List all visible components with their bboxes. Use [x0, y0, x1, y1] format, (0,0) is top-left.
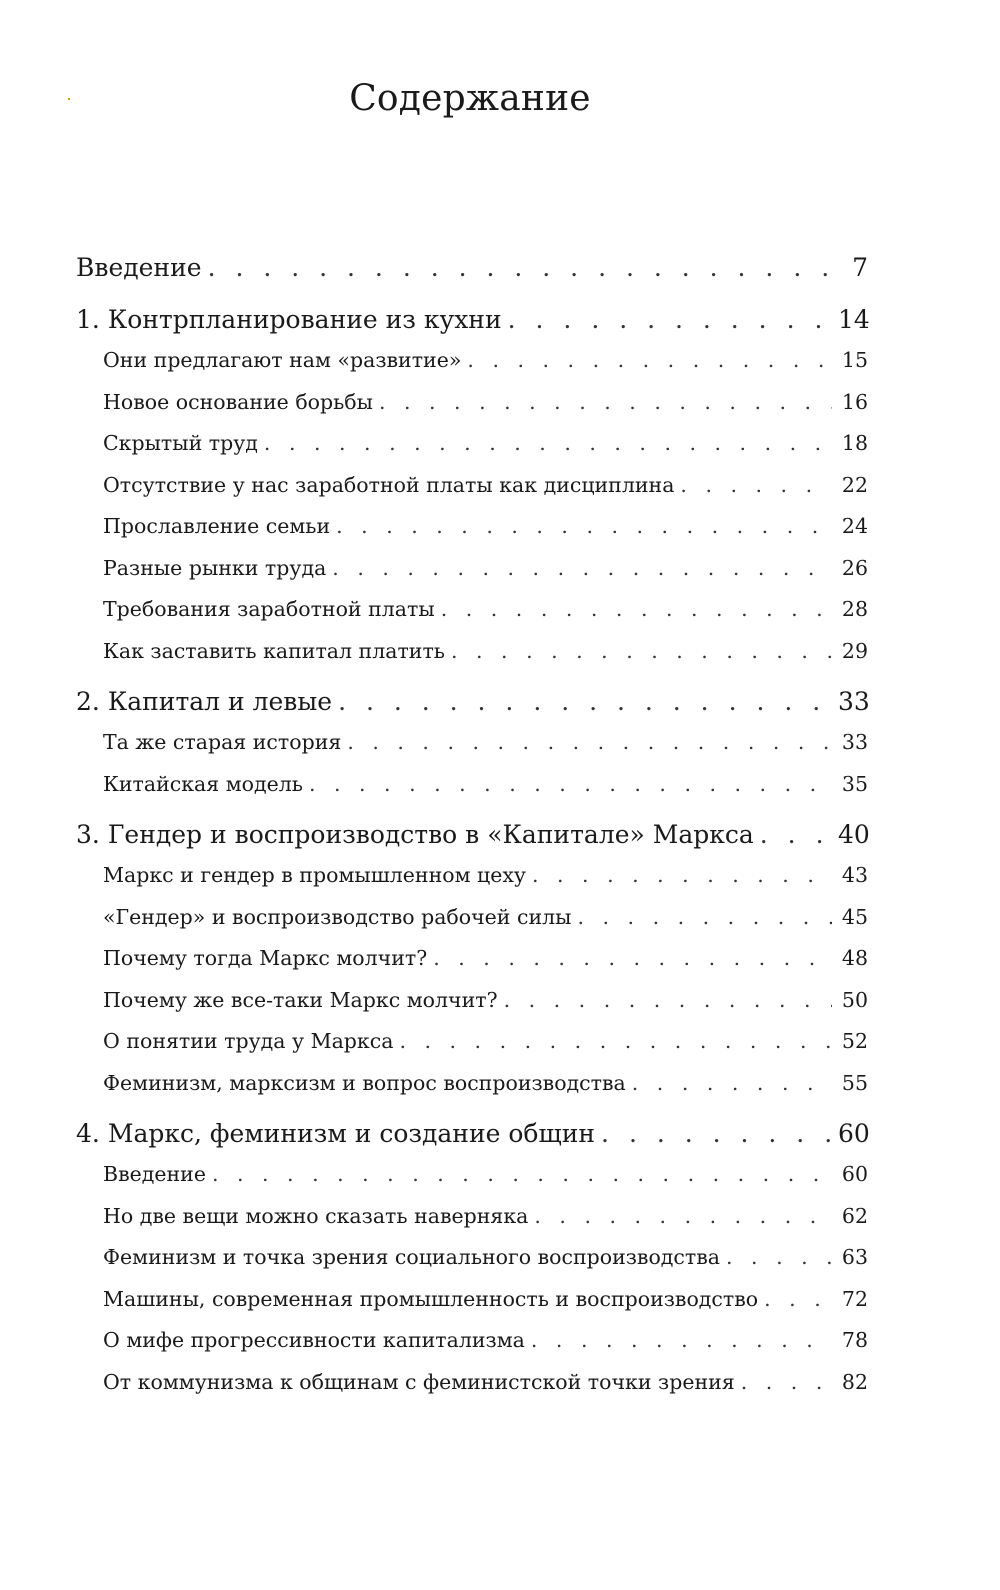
toc-page-number: 50 — [841, 987, 868, 1012]
dot-leader — [347, 722, 832, 764]
toc-chapter-4[interactable] — [76, 1114, 868, 1154]
table-of-contents — [76, 248, 868, 1403]
page-title: Содержание — [349, 78, 591, 119]
dot-leader — [632, 1063, 832, 1105]
toc-section-entry[interactable] — [76, 1196, 868, 1238]
toc-section-label: Новое основание борьбы — [103, 389, 373, 414]
toc-section-entry[interactable] — [76, 980, 868, 1022]
dot-leader — [467, 340, 832, 382]
dot-leader — [532, 855, 832, 897]
toc-section-label: О понятии труда у Маркса — [103, 1029, 394, 1053]
toc-page-number: 16 — [841, 389, 868, 414]
dot-leader — [601, 1114, 832, 1154]
toc-section-entry[interactable] — [76, 938, 868, 980]
toc-section-entry[interactable] — [76, 1063, 868, 1105]
dot-leader — [433, 938, 832, 980]
toc-page-number: 18 — [841, 431, 868, 455]
dot-leader — [760, 815, 832, 855]
dot-leader — [726, 1237, 832, 1279]
toc-chapter-label — [76, 682, 332, 722]
toc-page-number: 22 — [841, 472, 868, 497]
toc-section-entry[interactable] — [76, 382, 868, 424]
toc-section-entry[interactable] — [76, 423, 868, 465]
toc-page-number: 29 — [841, 638, 868, 663]
toc-page-number: 82 — [841, 1369, 868, 1394]
toc-section-label: Как заставить капитал платить — [103, 638, 445, 663]
dot-leader — [508, 300, 832, 340]
chapter-title: Маркс, феминизм и создание общин — [107, 1119, 596, 1148]
toc-section-label: Китайская модель — [103, 771, 303, 796]
chapter-title: Контрпланирование из кухни — [107, 305, 502, 334]
toc-section-entry[interactable] — [76, 722, 868, 764]
dot-leader — [451, 631, 832, 673]
toc-page-number: 43 — [841, 863, 868, 887]
dot-leader — [208, 248, 832, 288]
toc-page-number: 45 — [841, 904, 868, 929]
dot-leader — [764, 1279, 832, 1321]
toc-page-number: 62 — [841, 1203, 868, 1228]
toc-section-label: «Гендер» и воспроизводство рабочей силы — [103, 904, 572, 929]
toc-chapter-label — [76, 300, 502, 340]
toc-page-number: 63 — [841, 1245, 868, 1269]
toc-section-entry[interactable] — [76, 1021, 868, 1063]
toc-page-number: 60 — [841, 1162, 868, 1186]
toc-section-label: Почему же все-таки Маркс молчит? — [103, 987, 498, 1012]
toc-page-number: 78 — [841, 1328, 868, 1352]
toc-page-number: 40 — [838, 820, 870, 849]
toc-section-entry[interactable] — [76, 897, 868, 939]
dot-leader — [212, 1154, 832, 1196]
toc-section-label: Почему тогда Маркс молчит? — [103, 946, 428, 970]
toc-page-number: 26 — [841, 555, 868, 580]
chapter-number: 3. — [76, 820, 100, 849]
toc-page-number: 15 — [841, 348, 868, 372]
toc-entry-label: Введение — [76, 253, 202, 282]
toc-page-number: 28 — [841, 597, 868, 621]
dot-leader — [379, 382, 832, 424]
toc-page-number: 52 — [841, 1029, 868, 1053]
toc-section-entry[interactable] — [76, 1154, 868, 1196]
chapter-number: 1. — [76, 305, 100, 334]
toc-entry-intro[interactable] — [76, 248, 868, 288]
toc-section-label: Машины, современная промышленность и воспроизводство — [103, 1286, 759, 1311]
toc-section-entry[interactable] — [76, 506, 868, 548]
toc-section-label: От коммунизма к общинам с феминистской точки зрения — [103, 1369, 735, 1394]
toc-section-entry[interactable] — [76, 589, 868, 631]
toc-chapter-label — [76, 1114, 595, 1154]
toc-section-label: Феминизм, марксизм и вопрос воспроизводства — [103, 1070, 626, 1095]
dot-leader — [531, 1320, 832, 1362]
toc-section-entry[interactable] — [76, 855, 868, 897]
toc-chapter-2[interactable] — [76, 682, 868, 722]
chapter-title: Гендер и воспроизводство в «Капитале» Маркса — [107, 820, 754, 849]
dot-leader — [534, 1196, 832, 1238]
toc-section-label: Феминизм и точка зрения социального воспроизводства — [103, 1245, 721, 1269]
toc-page-number: 24 — [841, 514, 868, 538]
chapter-number: 2. — [76, 687, 100, 716]
dot-leader — [332, 548, 832, 590]
toc-chapter-label — [76, 815, 754, 855]
dot-leader — [399, 1021, 832, 1063]
chapter-number: 4. — [76, 1119, 100, 1148]
toc-page-number: 33 — [838, 687, 870, 716]
toc-section-entry[interactable] — [76, 340, 868, 382]
toc-section-entry[interactable] — [76, 631, 868, 673]
toc-section-entry[interactable] — [76, 1362, 868, 1404]
toc-section-entry[interactable] — [76, 1279, 868, 1321]
dot-leader — [504, 980, 832, 1022]
toc-section-label: Маркс и гендер в промышленном цеху — [103, 863, 526, 887]
toc-section-entry[interactable] — [76, 1320, 868, 1362]
toc-section-entry[interactable] — [76, 548, 868, 590]
dot-leader — [309, 764, 832, 806]
toc-page-number: 35 — [841, 771, 868, 796]
toc-page-number: 14 — [838, 305, 870, 334]
toc-page-number: 48 — [841, 946, 868, 970]
toc-section-entry[interactable] — [76, 1237, 868, 1279]
dot-leader — [441, 589, 832, 631]
dot-leader — [336, 506, 832, 548]
toc-section-entry[interactable] — [76, 764, 868, 806]
toc-page-number: 55 — [841, 1070, 868, 1095]
toc-section-label: Введение — [103, 1162, 206, 1186]
toc-chapter-3[interactable] — [76, 815, 868, 855]
toc-section-label: Отсутствие у нас заработной платы как дисциплина — [103, 472, 675, 497]
dot-leader — [264, 423, 832, 465]
toc-section-label: Скрытый труд — [103, 431, 258, 455]
toc-section-label: Прославление семьи — [103, 514, 331, 538]
toc-page-number: 72 — [841, 1286, 868, 1311]
toc-page-number: 60 — [838, 1119, 870, 1148]
toc-chapter-1[interactable] — [76, 300, 868, 340]
dot-leader — [577, 897, 832, 939]
dot-leader — [338, 682, 832, 722]
toc-page-number: 7 — [852, 253, 868, 282]
toc-section-entry[interactable] — [76, 465, 868, 507]
toc-section-label: Они предлагают нам «развитие» — [103, 348, 462, 372]
toc-page-number: 33 — [841, 730, 868, 754]
toc-section-label: Требования заработной платы — [103, 597, 435, 621]
chapter-title: Капитал и левые — [107, 687, 333, 716]
toc-section-label: Но две вещи можно сказать наверняка — [103, 1203, 529, 1228]
dot-leader — [680, 465, 832, 507]
toc-section-label: Разные рынки труда — [103, 555, 327, 580]
toc-section-label: Та же старая история — [103, 730, 342, 754]
dot-leader — [741, 1362, 832, 1404]
toc-section-label: О мифе прогрессивности капитализма — [103, 1328, 525, 1352]
